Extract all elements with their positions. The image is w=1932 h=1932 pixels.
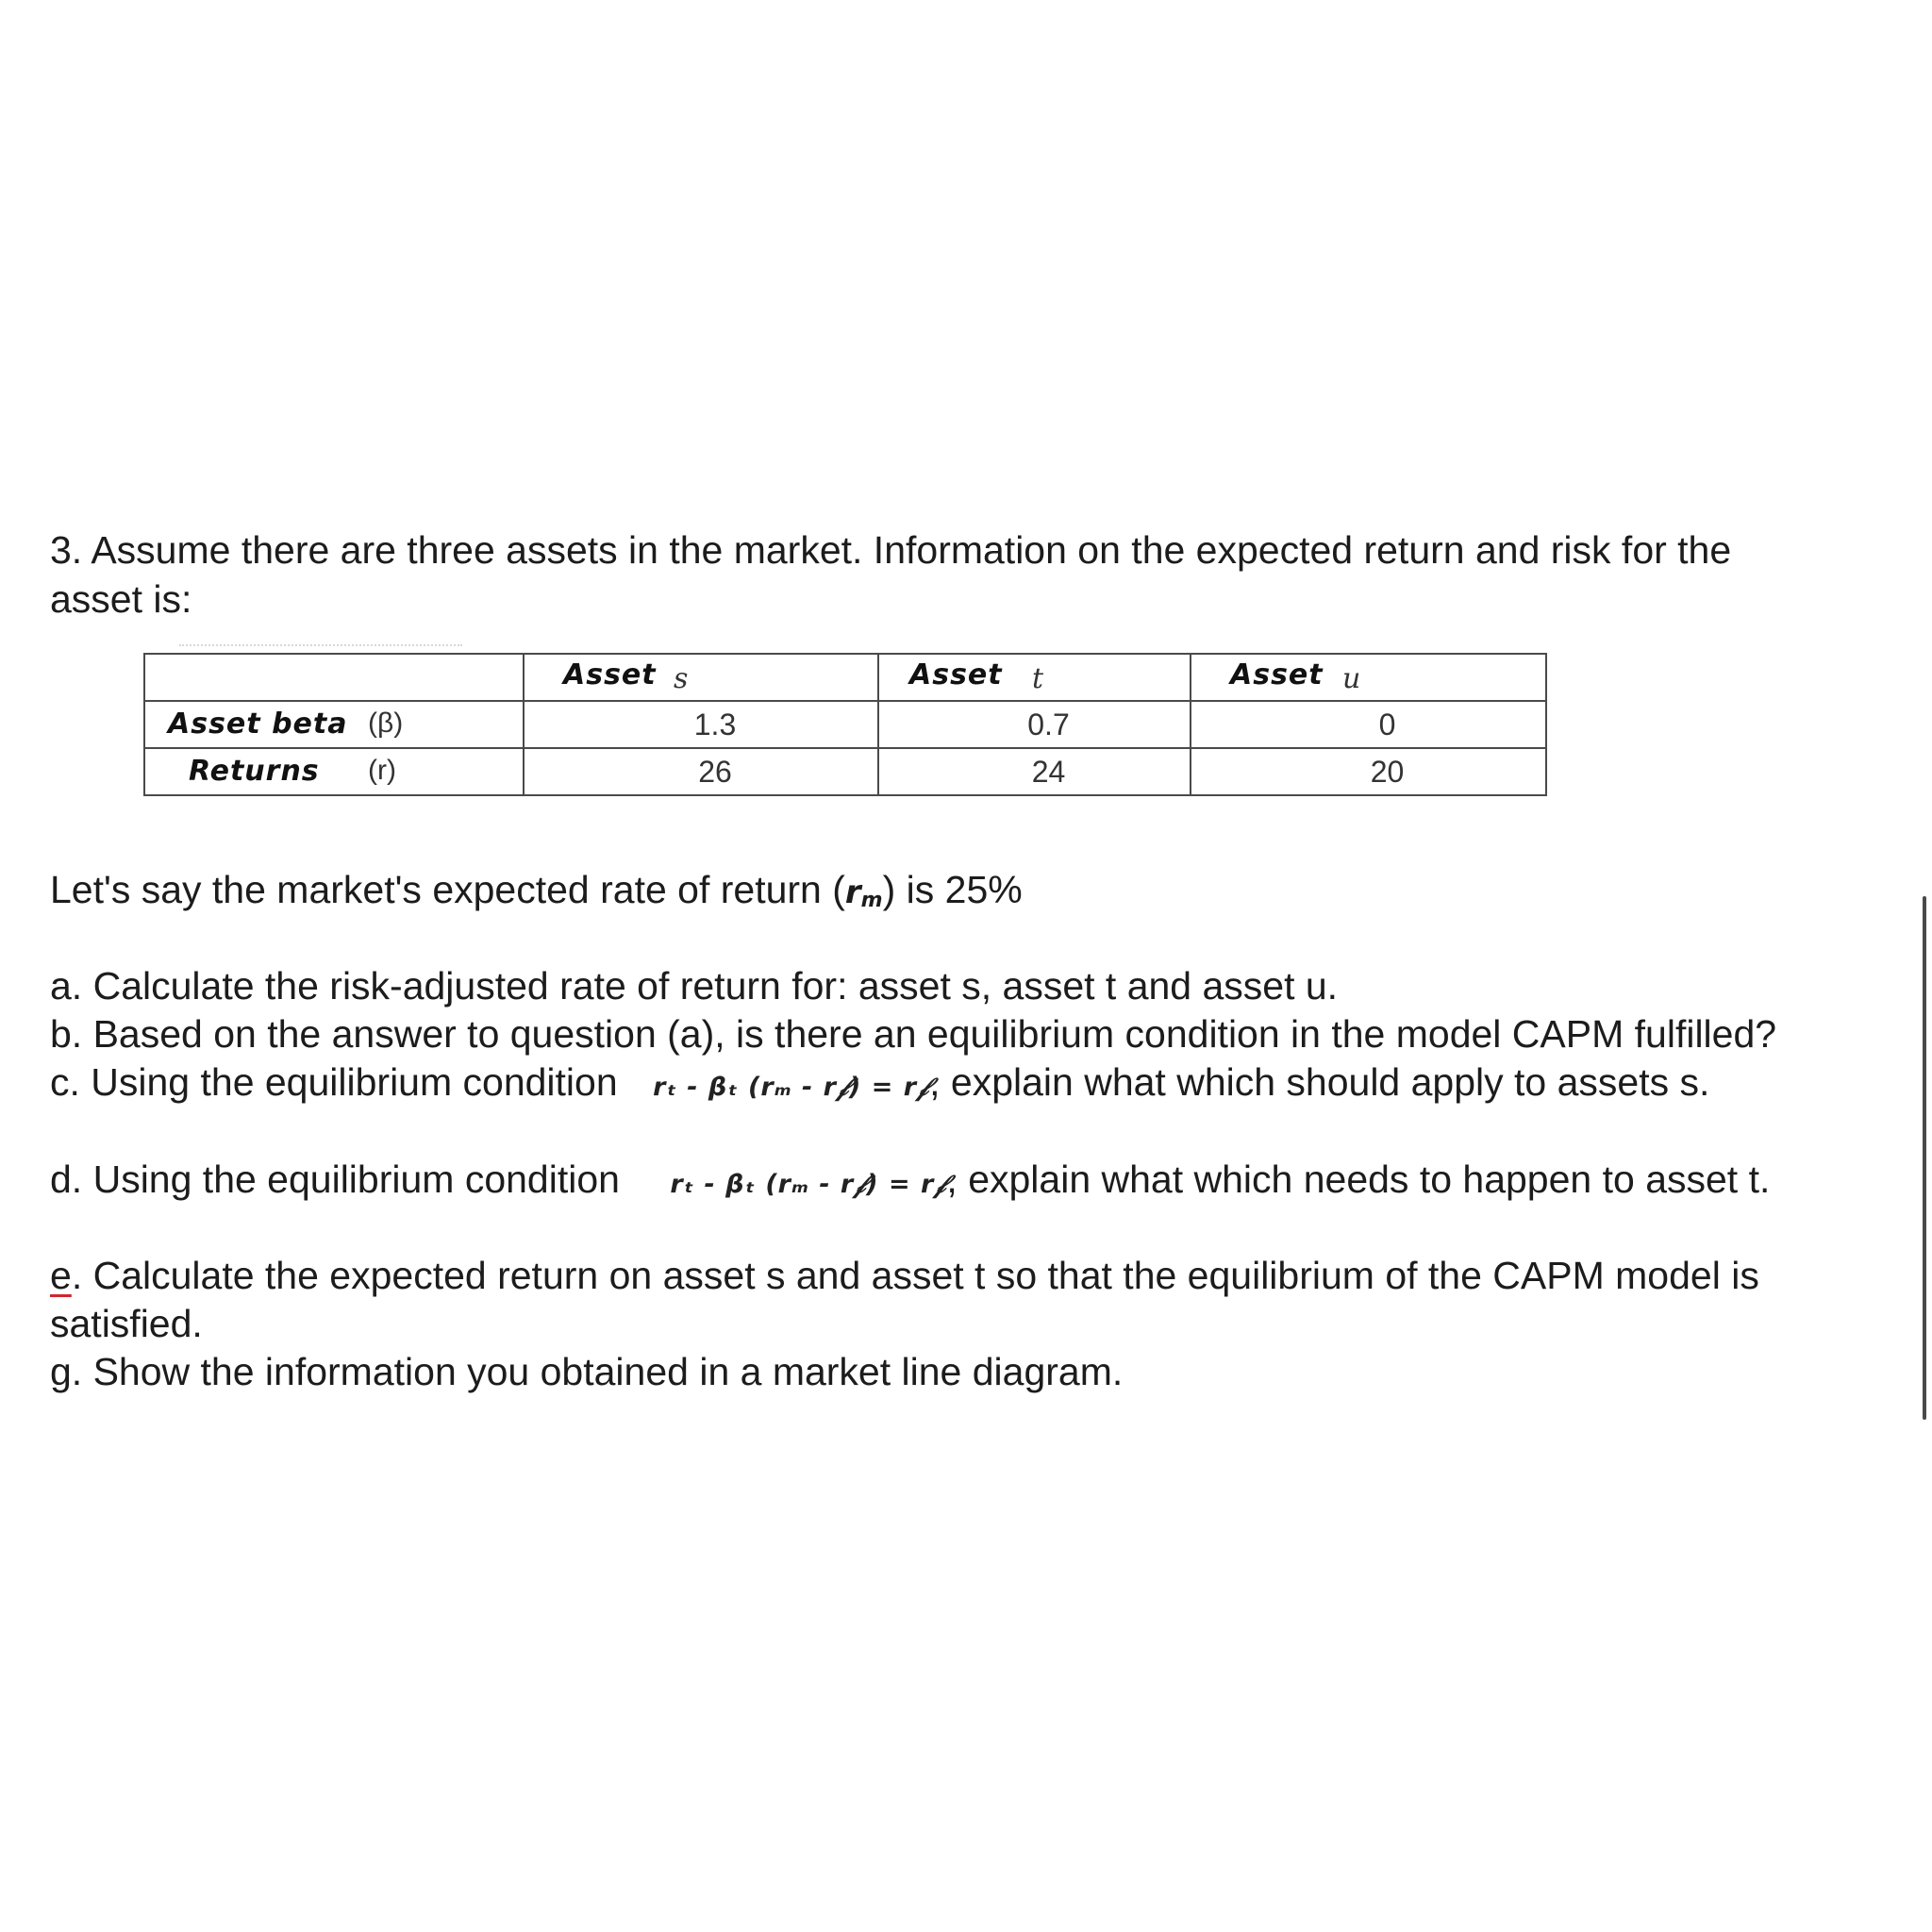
header-asset-symbol: u [1342,662,1361,695]
vertical-scrollbar[interactable] [1923,896,1926,1420]
part-e: e. Calculate the expected return on asset s and asset t so that the equilibrium of the CAPM model is [50,1254,1759,1297]
row-label-symbol: (β) [368,708,404,739]
header-asset-label: Asset [909,658,1003,691]
table-row-returns [144,748,1546,795]
question-intro [50,525,1861,624]
question-intro-line-1: 3. Assume there are three assets in the market. Information on the expected return and risk for the [50,528,1732,572]
header-asset-symbol: t [1032,662,1044,695]
table-cell: 26 [524,748,878,795]
part-c: c. Using the equilibrium condition rₜ - βₜ (rₘ - r𝒻) = r𝒻, explain what which should apply to assets s. [50,1060,1710,1104]
row-label-text: Returns [189,755,320,788]
row-label-beta [144,701,524,748]
table-cell: 1.3 [524,701,878,748]
table-header-empty-cell [144,654,524,701]
row-label-text: Asset beta [168,708,348,741]
equilibrium-formula: rₜ - βₜ (rₘ - r𝒻) = r𝒻 [653,1073,930,1102]
table-cell: 24 [878,748,1191,795]
part-b: b. Based on the answer to question (a), is there an equilibrium condition in the model CAPM fulfilled? [50,1012,1777,1056]
market-return-symbol: rm [844,874,883,912]
table-row-beta [144,701,1546,748]
table-header-asset-u [1191,654,1546,701]
part-g: g. Show the information you obtained in a market line diagram. [50,1350,1124,1393]
header-asset-label: Asset [1230,658,1324,691]
question-intro-line-2: asset is: [50,577,192,621]
part-d: d. Using the equilibrium condition rₜ - βₜ (rₘ - r𝒻) = r𝒻, explain what which needs to happen to asset t. [50,1158,1771,1201]
equilibrium-formula: rₜ - βₜ (rₘ - r𝒻) = r𝒻 [670,1170,947,1199]
market-return-statement: Let's say the market's expected rate of return (rm) is 25% [50,868,1023,912]
row-label-symbol: (r) [368,755,396,786]
header-asset-label: Asset [563,658,657,691]
table-header-asset-t [878,654,1191,701]
table-cell: 0.7 [878,701,1191,748]
row-label-returns [144,748,524,795]
table-header-row [144,654,1546,701]
part-e-continued: satisfied. [50,1302,203,1345]
table-cell: 0 [1191,701,1546,748]
asset-data-table [143,653,1547,796]
faint-divider [179,644,462,646]
table-cell: 20 [1191,748,1546,795]
part-e-letter: e [50,1254,72,1297]
table-header-asset-s [524,654,878,701]
header-asset-symbol: s [674,662,689,695]
part-a: a. Calculate the risk-adjusted rate of return for: asset s, asset t and asset u. [50,964,1339,1008]
